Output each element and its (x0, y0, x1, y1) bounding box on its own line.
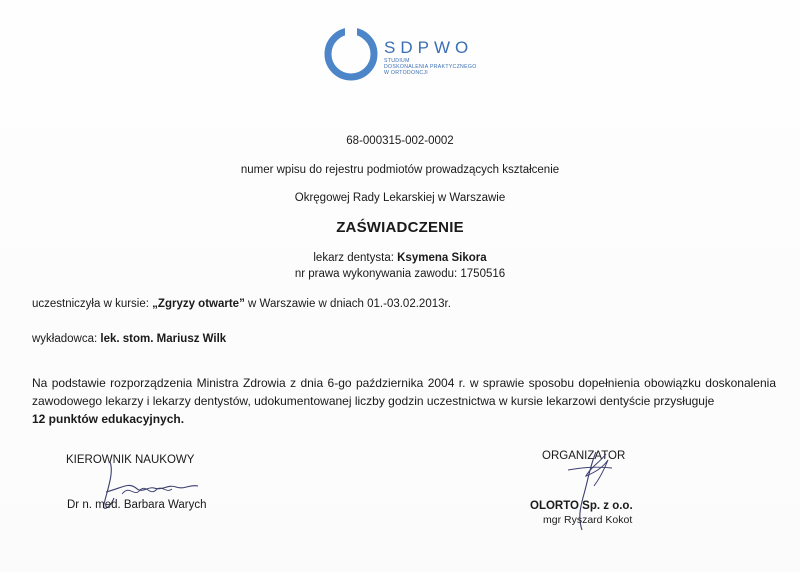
statement-points: 12 punktów edukacyjnych. (32, 412, 185, 426)
organizer-heading: ORGANIZATOR (542, 450, 626, 462)
ring-logo-icon (323, 26, 379, 82)
logo-subtitle (384, 58, 484, 77)
register-description: numer wpisu do rejestru podmiotów prowadzących kształcenie (240, 164, 560, 176)
logo-sub-line: DOSKONALENIA PRAKTYCZNEGO (384, 64, 477, 71)
course-suffix: w Warszawie w dniach 01.-03.02.2013r. (248, 298, 451, 310)
register-number: 68-000315-002-0002 (346, 135, 454, 147)
doctor-name: Ksymena Sikora (397, 252, 487, 264)
course-prefix: uczestniczyła w kursie: (32, 298, 149, 310)
doctor-prefix: lekarz dentysta: (313, 252, 394, 264)
course-line (32, 298, 451, 310)
doctor-line (0, 252, 800, 264)
lecturer-name: lek. stom. Mariusz Wilk (100, 333, 227, 345)
lecturer-line (32, 333, 226, 345)
logo-sub-line: W ORTODONCJI (384, 70, 429, 77)
sdpwo-logo (323, 26, 483, 82)
scientific-head-name: Dr n. med. Barbara Warych (67, 499, 207, 511)
license-label: nr prawa wykonywania zawodu: (294, 268, 458, 280)
statement-text: Na podstawie rozporządzenia Ministra Zdrowia z dnia 6-go października 2004 r. w sprawie sposobu dopełnienia obowiązku doskonalenia zawodowego lekarzy i lekarzy dentystów, udokumentowanej liczby godzin uczestnictwa w kursie lekarzowi dentyście przysługuje (32, 376, 776, 408)
logo-sub-line: STUDIUM (384, 58, 410, 64)
license-number: 1750516 (460, 268, 506, 280)
organizer-company: OLORTO Sp. z o.o. (530, 500, 633, 512)
scientific-head-heading: KIEROWNIK NAUKOWY (66, 454, 195, 466)
logo-name: SDPWO (384, 38, 474, 57)
course-name: „Zgryzy otwarte” (152, 298, 245, 310)
organizer-name: mgr Ryszard Kokot (543, 514, 633, 526)
lecturer-prefix: wykładowca: (32, 333, 98, 345)
register-chamber: Okręgowej Rady Lekarskiej w Warszawie (294, 192, 506, 204)
document-title: ZAŚWIADCZENIE (336, 219, 464, 236)
statement-paragraph (32, 374, 776, 428)
license-line (0, 268, 800, 280)
